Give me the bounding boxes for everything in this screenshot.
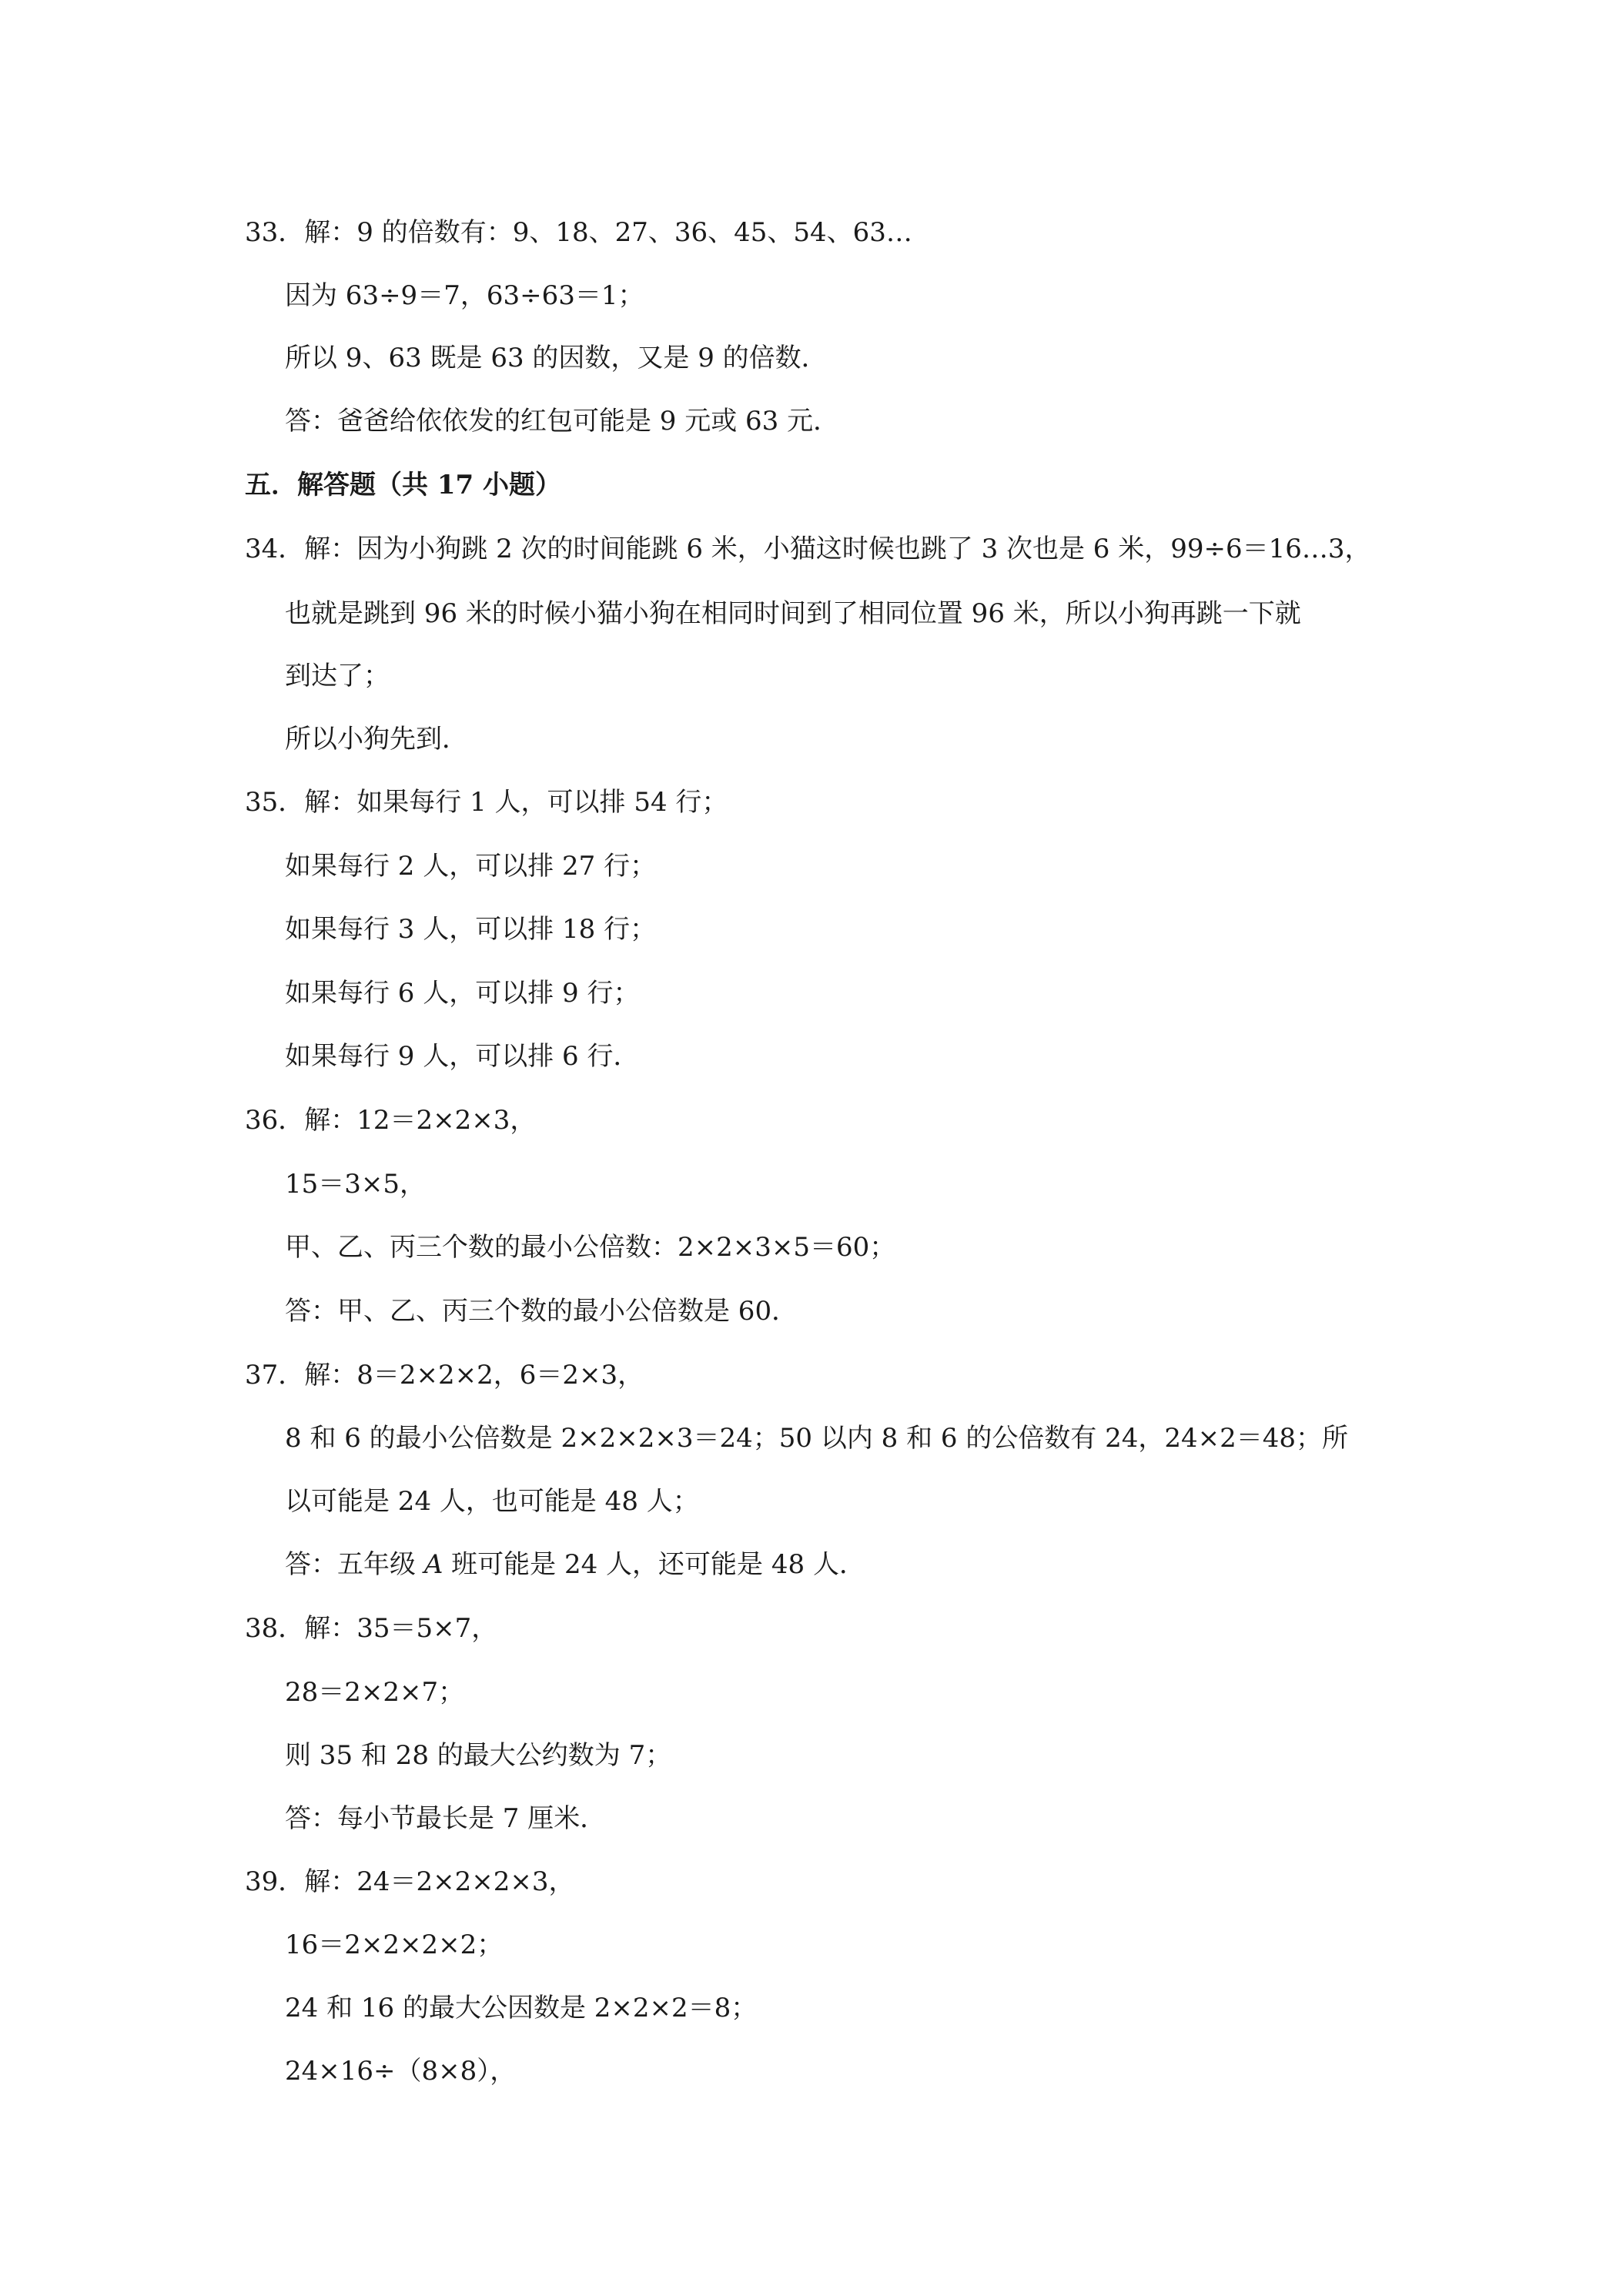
q34-line-3: 到达了； (285, 661, 390, 691)
q37-line-3: 以可能是 24 人，也可能是 48 人； (285, 1486, 699, 1517)
q39-line-1: 39．解：24＝2×2×2×3， (245, 1866, 575, 1897)
q36-line-3: 甲、乙、丙三个数的最小公倍数：2×2×3×5＝60； (285, 1232, 896, 1263)
q36-line-4: 答：甲、乙、丙三个数的最小公倍数是 60． (285, 1296, 798, 1327)
q39-line-4: 24×16÷（8×8）， (285, 2056, 517, 2087)
q35-line-1: 35．解：如果每行 1 人，可以排 54 行； (245, 787, 728, 818)
q35-line-3: 如果每行 3 人，可以排 18 行； (285, 914, 657, 945)
q36-line-1: 36．解：12＝2×2×3， (245, 1105, 537, 1136)
q37-line-1: 37．解：8＝2×2×2，6＝2×3， (245, 1360, 644, 1391)
q33-line-1: 33．解：9 的倍数有：9、18、27、36、45、54、63… (245, 217, 912, 248)
q37-answer-suffix: 班可能是 24 人，还可能是 48 人． (443, 1549, 865, 1580)
q38-line-3: 则 35 和 28 的最大公约数为 7； (285, 1740, 672, 1771)
q38-line-1: 38．解：35＝5×7， (245, 1613, 498, 1644)
q38-line-4: 答：每小节最长是 7 厘米． (285, 1803, 607, 1834)
q36-line-2: 15＝3×5， (285, 1169, 427, 1200)
q35-line-4: 如果每行 6 人，可以排 9 行； (285, 978, 640, 1009)
q39-line-3: 24 和 16 的最大公因数是 2×2×2＝8； (285, 1993, 758, 2023)
section-heading: 五．解答题（共 17 小题） (245, 470, 561, 500)
q37-line-2: 8 和 6 的最小公倍数是 2×2×2×3＝24；50 以内 8 和 6 的公倍数有 24，24×2＝48；所 (285, 1423, 1349, 1454)
q37-answer-prefix: 答：五年级 (285, 1549, 424, 1580)
q34-line-4: 所以小狗先到． (285, 724, 468, 755)
q34-line-1: 34．解：因为小狗跳 2 次的时间能跳 6 米，小猫这时候也跳了 3 次也是 6 米，99÷6＝16…3， (245, 534, 1371, 564)
q33-line-3: 所以 9、63 既是 63 的因数，又是 9 的倍数． (285, 343, 828, 373)
q35-line-2: 如果每行 2 人，可以排 27 行； (285, 851, 657, 882)
q37-line-4 (285, 1549, 865, 1580)
q38-line-2: 28＝2×2×7； (285, 1677, 465, 1708)
q35-line-5: 如果每行 9 人，可以排 6 行． (285, 1041, 640, 1072)
q33-line-4: 答：爸爸给依依发的红包可能是 9 元或 63 元． (285, 406, 840, 437)
q39-line-2: 16＝2×2×2×2； (285, 1930, 504, 1960)
q33-line-2: 因为 63÷9＝7，63÷63＝1； (285, 280, 644, 311)
q34-line-2: 也就是跳到 96 米的时候小猫小狗在相同时间到了相同位置 96 米，所以小狗再跳一下就 (285, 598, 1301, 629)
q37-class-letter: A (423, 1549, 443, 1580)
